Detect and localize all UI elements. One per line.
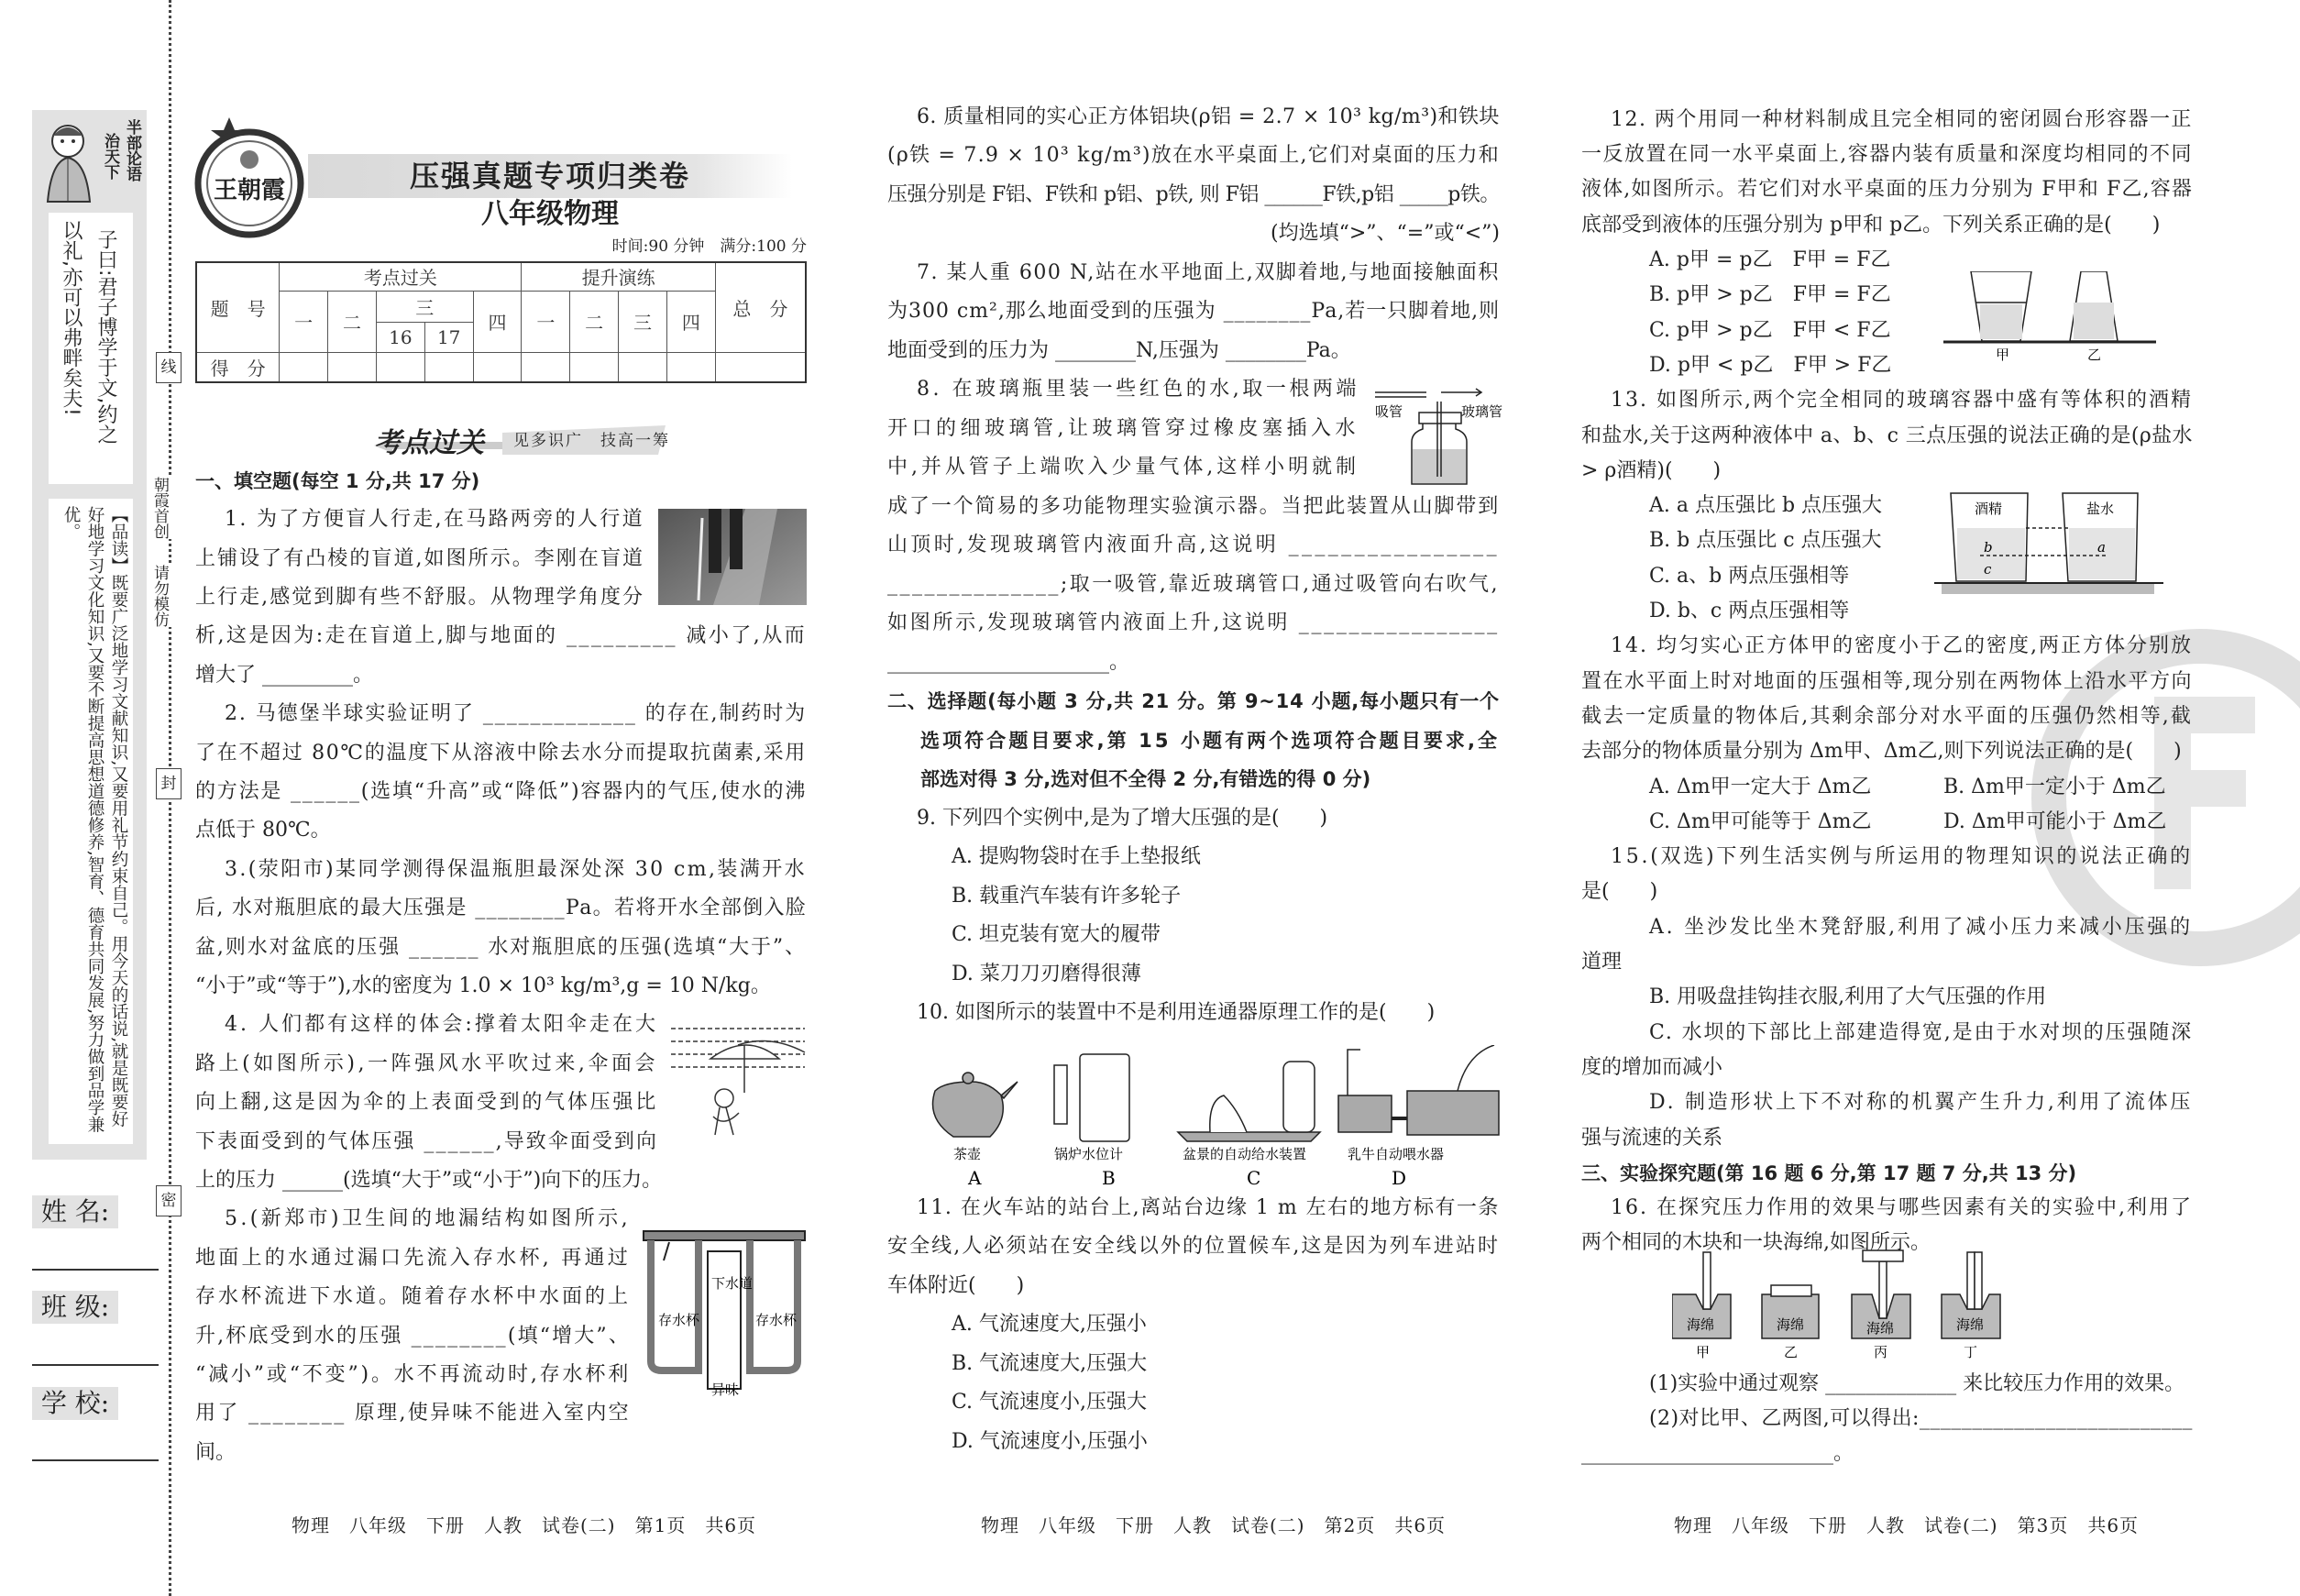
quote-column-1: 子曰:君子博学于文,约之 [94, 229, 117, 445]
sub-col-header: 16 [376, 322, 424, 352]
q1-text[interactable]: 析,这是因为:走在盲道上,脚与地面的 _________ 减小了,从而 [195, 624, 808, 648]
class-label: 班 级: [32, 1291, 118, 1324]
q9-option[interactable]: B. 载重汽车装有许多轮子 [952, 884, 1182, 908]
section-banner-subtitle: 见多识广 技高一筹 [513, 432, 670, 450]
q14-text: 置在水平面上时对地面的压强相等,现分别在两物体上沿水平方向 [1581, 669, 2194, 693]
q5-text: “减小”或“不变”)。水不再流动时,存水杯利 [195, 1363, 632, 1386]
q15-text: 是( ) [1581, 880, 1658, 904]
q15-option: 度的增加而减小 [1581, 1055, 1723, 1079]
q8-text[interactable]: ______________;取一吸管,靠近玻璃管口,通过吸管向右吹气, [887, 572, 1501, 596]
motto-left: 治天下 [101, 133, 119, 180]
total-header: 总 分 [715, 262, 806, 352]
q13-option[interactable]: B. b 点压强比 c 点压强大 [1649, 529, 1882, 553]
footer-page-2: 物理 八年级 下册 人教 试卷(二) 第2页 共6页 [981, 1514, 1447, 1536]
q14-option[interactable]: C. Δm甲可能等于 Δm乙 [1649, 809, 1872, 833]
q10-text: 10. 如图所示的装置中不是利用连通器原理工作的是( ) [917, 1001, 1436, 1025]
section-heading: 一、填空题(每空 1 分,共 17 分) [195, 469, 480, 492]
q3-text: “小于”或“等于”),水的密度为 1.0 × 10³ kg/m³,g = 10 N/kg。 [195, 974, 771, 997]
q1-text[interactable]: 增大了 _________。 [195, 663, 373, 687]
name-input-line[interactable] [32, 1269, 159, 1271]
q5-cup-left-label: 存水杯 [658, 1312, 700, 1328]
q5-cup-right-label: 存水杯 [755, 1312, 798, 1328]
q13-option[interactable]: D. b、c 两点压强相等 [1649, 600, 1850, 623]
q1-text: 1. 为了方便盲人行走,在马路两旁的人行道 [225, 508, 644, 532]
q10-caption-a: 茶壶 [953, 1146, 982, 1162]
q12-label-left: 甲 [1996, 347, 2010, 363]
q16-text: 两个相同的木块和一块海绵,如图所示。 [1581, 1231, 1931, 1255]
section-banner-title: 考点过关 [374, 427, 484, 459]
logo-text: 王朝霞 [213, 177, 286, 204]
q1-text: 上行走,感觉到脚有些不舒服。从物理学角度分 [195, 586, 645, 609]
q11-text: 车体附近( ) [887, 1273, 1025, 1297]
q16-sponge-label: 海绵 [1777, 1316, 1805, 1333]
q10-letter-b: B [1102, 1167, 1116, 1189]
col-header: 三 [376, 291, 473, 322]
q10-letter-c: C [1247, 1167, 1261, 1189]
q13-alcohol-label: 酒精 [1975, 501, 2003, 517]
score-row-label: 得 分 [196, 352, 280, 382]
q13-point-b: b [1984, 539, 1993, 556]
q14-option[interactable]: A. Δm甲一定大于 Δm乙 [1649, 775, 1872, 798]
col-header: 三 [619, 291, 667, 352]
q14-option[interactable]: D. Δm甲可能小于 Δm乙 [1943, 809, 2167, 833]
q15-option: A. 坐沙发比坐木凳舒服,利用了减小压力来减小压强的 [1649, 915, 2193, 939]
q11-text: 11. 在火车站的站台上,离站台边缘 1 m 左右的地方标有一条 [917, 1195, 1500, 1219]
confucius-cartoon-icon [35, 117, 99, 205]
binding-text-2: 请勿模仿 [149, 565, 171, 627]
q16-sponge-label: 海绵 [1956, 1316, 1985, 1333]
q12-text: 液体,如图所示。若它们对水平桌面的压力分别为 F甲和 F乙,容器 [1581, 178, 2193, 202]
q10-caption-c: 盆景的自动给水装置 [1183, 1146, 1307, 1162]
class-input-line[interactable] [32, 1364, 159, 1366]
q7-text[interactable]: 地面受到的压力为 ________N,压强为 ________Pa。 [887, 338, 1351, 362]
q1-text: 上铺设了有凸棱的盲道,如图所示。李刚在盲道 [195, 546, 645, 570]
q15-text: 15.(双选)下列生活实例与所运用的物理知识的说法正确的 [1611, 845, 2193, 869]
col-header: 二 [570, 291, 619, 352]
q11-option[interactable]: D. 气流速度小,压强小 [952, 1429, 1148, 1453]
q6-text: (均选填“>”、“=”或“<”) [1271, 222, 1500, 246]
q5-text: 存水杯流进下水道。随着存水杯中水面的上 [195, 1285, 632, 1309]
q12-option[interactable]: B. p甲 > p乙 F甲 = F乙 [1649, 283, 1891, 307]
q13-text: 和盐水,关于这两种液体中 a、b、c 三点压强的说法正确的是(ρ盐水 [1581, 424, 2193, 447]
marker-line: 线 [156, 352, 182, 383]
q13-option[interactable]: C. a、b 两点压强相等 [1649, 564, 1850, 588]
q5-drain-label: 下水道 [711, 1275, 754, 1292]
binding-text-1: 朝霞首创 [149, 477, 171, 539]
school-label: 学 校: [32, 1387, 118, 1420]
q12-option[interactable]: A. p甲 = p乙 F甲 = F乙 [1649, 248, 1891, 272]
q16-label-ding: 丁 [1964, 1344, 1978, 1360]
q3-text[interactable]: 盆,则水对盆底的压强 ______ 水对瓶胆底的压强(选填“大于”、 [195, 935, 807, 959]
q3-text: 3.(荥阳市)某同学测得保温瓶胆最深处深 30 cm,装满开水 [225, 857, 808, 881]
quote-column-2: 以礼,亦可以弗畔矣夫! [60, 220, 83, 416]
q11-option[interactable]: C. 气流速度小,压强大 [952, 1391, 1148, 1414]
footer-page-3: 物理 八年级 下册 人教 试卷(二) 第3页 共6页 [1674, 1514, 2140, 1536]
q13-option[interactable]: A. a 点压强比 b 点压强大 [1649, 494, 1883, 518]
col-header: 二 [328, 291, 377, 352]
q13-brine-label: 盐水 [2086, 501, 2115, 517]
q8-text[interactable]: 如图所示,发现玻璃管内液面上升,这说明 ________________ [887, 611, 1500, 635]
q2-text[interactable]: 2. 马德堡半球实验证明了 _____________ 的存在,制药时为 [225, 702, 808, 726]
q9-option[interactable]: C. 坦克装有宽大的履带 [952, 923, 1161, 947]
section-heading: 选项符合题目要求,第 15 小题有两个选项符合题目要求,全 [920, 729, 1501, 752]
q13-point-a: a [2097, 539, 2106, 556]
q10-letter-a: A [968, 1167, 982, 1189]
q4-text: 向上翻,这是因为伞的上表面受到的气体压强比 [195, 1091, 658, 1115]
q4-text[interactable]: 上的压力 ______(选填“大于”或“小于”)向下的压力。 [195, 1169, 663, 1192]
reading-text: 【品读】既要广泛地学习文献知识,又要用礼节约束自己。用今天的话说,就是既要好好地学习文化知识,又要不断提高思想道德修养,智育、德育共同发展,努力做到品学兼优。 [61, 506, 128, 1133]
q12-text: 底部受到液体的压强分别为 p甲和 p乙。下列关系正确的是( ) [1581, 213, 2161, 237]
exam-meta: 时间:90 分钟 满分:100 分 [611, 237, 807, 256]
q11-option[interactable]: A. 气流速度大,压强小 [952, 1313, 1147, 1337]
q12-option[interactable]: C. p甲 > p乙 F甲 < F乙 [1649, 318, 1891, 342]
q8-text: 开口的细玻璃管,让玻璃管穿过橡皮塞插入水 [887, 416, 1359, 440]
col-header: 四 [473, 291, 522, 352]
q12-label-right: 乙 [2087, 347, 2102, 363]
page-subtitle: 八年级物理 [481, 198, 619, 230]
motto-right: 半部论语 [123, 119, 141, 182]
q8-straw-label: 吸管 [1375, 403, 1403, 420]
q15-option: D. 制造形状上下不对称的机翼产生升力,利用了流体压 [1649, 1091, 2194, 1115]
q10-caption-d: 乳牛自动喂水器 [1348, 1146, 1445, 1162]
q11-option[interactable]: B. 气流速度大,压强大 [952, 1351, 1148, 1375]
q9-text: 9. 下列四个实例中,是为了增大压强的是( ) [917, 806, 1328, 830]
q2-text: 点低于 80℃。 [195, 819, 331, 842]
section-heading: 三、实验探究题(第 16 题 6 分,第 17 题 7 分,共 13 分) [1581, 1161, 2077, 1184]
q7-text[interactable]: 为300 cm²,那么地面受到的压强为 ________Pa,若一只脚着地,则 [887, 300, 1501, 324]
q16-sponge-label: 海绵 [1687, 1316, 1715, 1333]
q6-text[interactable]: 压强分别是 F铝、F铁和 p铝、p铁, 则 F铝 ______F铁,p铝 _____p铁。 [887, 182, 1500, 206]
q5-text: 间。 [195, 1440, 237, 1464]
q5-text: 5.(新郑市)卫生间的地漏结构如图所示, [225, 1207, 631, 1231]
sub-col-header: 17 [424, 322, 473, 352]
q14-text: 去部分的物体质量分别为 Δm甲、Δm乙,则下列说法正确的是( ) [1581, 740, 2182, 764]
q16-label-bing: 丙 [1874, 1344, 1888, 1360]
section-heading: 部选对得 3 分,选对但不全得 2 分,有错选的得 0 分) [920, 768, 1371, 791]
q8-text[interactable]: 山顶时,发现玻璃管内液面升高,这说明 ________________ [887, 534, 1500, 557]
q14-option[interactable]: B. Δm甲一定小于 Δm乙 [1943, 775, 2166, 798]
q8-text: 8. 在玻璃瓶里装一些红色的水,取一根两端 [917, 378, 1359, 402]
q15-option: 道理 [1581, 951, 1623, 974]
q10-letter-d: D [1392, 1167, 1407, 1189]
q13-point-c: c [1984, 561, 1992, 578]
col-header: 一 [522, 291, 570, 352]
page-title: 压强真题专项归类卷 [409, 159, 690, 193]
q14-text: 14. 均匀实心正方体甲的密度小于乙的密度,两正方体分别放 [1611, 634, 2193, 658]
q13-text: 13. 如图所示,两个完全相同的玻璃容器中盛有等体积的酒精 [1611, 389, 2193, 413]
name-label: 姓 名: [32, 1195, 118, 1228]
q3-text[interactable]: 后, 水对瓶胆底的最大压强是 ________Pa。若将开水全部倒入脸 [195, 897, 808, 920]
q6-text: (ρ铁 = 7.9 × 10³ kg/m³)放在水平桌面上,它们对桌面的压力和 [887, 144, 1500, 168]
q12-text: 12. 两个用同一种材料制成且完全相同的密闭圆台形容器一正 [1611, 107, 2193, 131]
q16-option[interactable]: (1)实验中通过观察 _____________ 来比较压力作用的效果。 [1649, 1371, 2185, 1395]
footer-page-1: 物理 八年级 下册 人教 试卷(二) 第1页 共6页 [292, 1514, 757, 1536]
q9-option[interactable]: D. 菜刀刀刃磨得很薄 [952, 962, 1141, 985]
question-number-header: 题 号 [196, 262, 280, 352]
q15-option: 强与流速的关系 [1581, 1126, 1723, 1150]
q10-caption-b: 锅炉水位计 [1054, 1146, 1124, 1162]
column-page-1 [195, 0, 807, 1596]
q2-text: 了在不超过 80℃的温度下从溶液中除去水分而提取抗菌素,采用 [195, 741, 807, 765]
q15-option: C. 水坝的下部比上部建造得宽,是由于水对坝的压强随深 [1649, 1020, 2193, 1044]
q5-text: 地面上的水通过漏口先流入存水杯, 再通过 [195, 1246, 631, 1270]
q12-text: 一反放置在同一水平桌面上,容器内装有质量和深度均相同的不同 [1581, 143, 2194, 167]
q4-text[interactable]: 下表面受到的气体压强 ______,导致伞面受到向 [195, 1129, 658, 1153]
q8-text: 中,并从管子上端吹入少量气体,这样小明就制 [887, 456, 1359, 479]
q16-option[interactable]: _________________________。 [1581, 1442, 1854, 1466]
q16-text: 16. 在探究压力作用的效果与哪些因素有关的实验中,利用了 [1611, 1196, 2193, 1220]
q15-option: B. 用吸盘挂钩挂衣服,利用了大气压强的作用 [1649, 985, 2047, 1009]
q14-text: 截去一定质量的物体后,其剩余部分对水平面的压强仍然相等,截 [1581, 704, 2193, 728]
q16-sponge-label: 海绵 [1866, 1320, 1895, 1337]
q5-odor-label: 异味 [711, 1381, 740, 1398]
column-page-2 [887, 0, 1503, 1596]
school-input-line[interactable] [32, 1459, 159, 1461]
q4-text: 4. 人们都有这样的体会:撑着太阳伞走在大 [225, 1013, 659, 1037]
q11-text: 安全线,人必须站在安全线以外的位置候车,这是因为列车进站时 [887, 1235, 1501, 1259]
q5-text[interactable]: 升,杯底受到水的压强 ________(填“增大”、 [195, 1324, 631, 1348]
marker-secret: 密 [156, 1185, 182, 1216]
section-heading: 二、选择题(每小题 3 分,共 21 分。第 9~14 小题,每小题只有一个 [887, 690, 1500, 713]
q13-text: > ρ酒精)( ) [1581, 458, 1722, 482]
marker-seal: 封 [156, 768, 182, 799]
q16-label-yi: 乙 [1784, 1344, 1799, 1360]
q4-text: 路上(如图所示),一阵强风水平吹过来,伞面会 [195, 1051, 659, 1075]
q16-option[interactable]: (2)对比甲、乙两图,可以得出:__________________________ [1649, 1406, 2193, 1430]
q2-text[interactable]: 的方法是 ______(选填“升高”或“降低”)容器内的气压,使水的沸 [195, 780, 808, 803]
q7-text: 7. 某人重 600 N,站在水平地面上,双脚着地,与地面接触面积 [917, 260, 1500, 284]
group-header-2: 提升演练 [522, 262, 715, 291]
q8-text[interactable]: ______________________。 [887, 650, 1130, 674]
q8-tube-label: 玻璃管 [1461, 403, 1503, 420]
q9-option[interactable]: A. 提购物袋时在手上垫报纸 [952, 845, 1201, 869]
q16-label-jia: 甲 [1696, 1344, 1711, 1360]
q12-option[interactable]: D. p甲 < p乙 F甲 > F乙 [1649, 353, 1892, 377]
col-header: 四 [666, 291, 715, 352]
group-header-1: 考点过关 [280, 262, 522, 291]
q8-text: 成了一个简易的多功能物理实验演示器。当把此装置从山脚带到 [887, 494, 1501, 518]
q6-text: 6. 质量相同的实心正方体铝块(ρ铝 = 2.7 × 10³ kg/m³)和铁块 [917, 105, 1500, 128]
col-header: 一 [280, 291, 328, 352]
column-page-3 [1581, 0, 2193, 1596]
q5-text[interactable]: 用了 ________ 原理,使异味不能进入室内空 [195, 1402, 631, 1425]
